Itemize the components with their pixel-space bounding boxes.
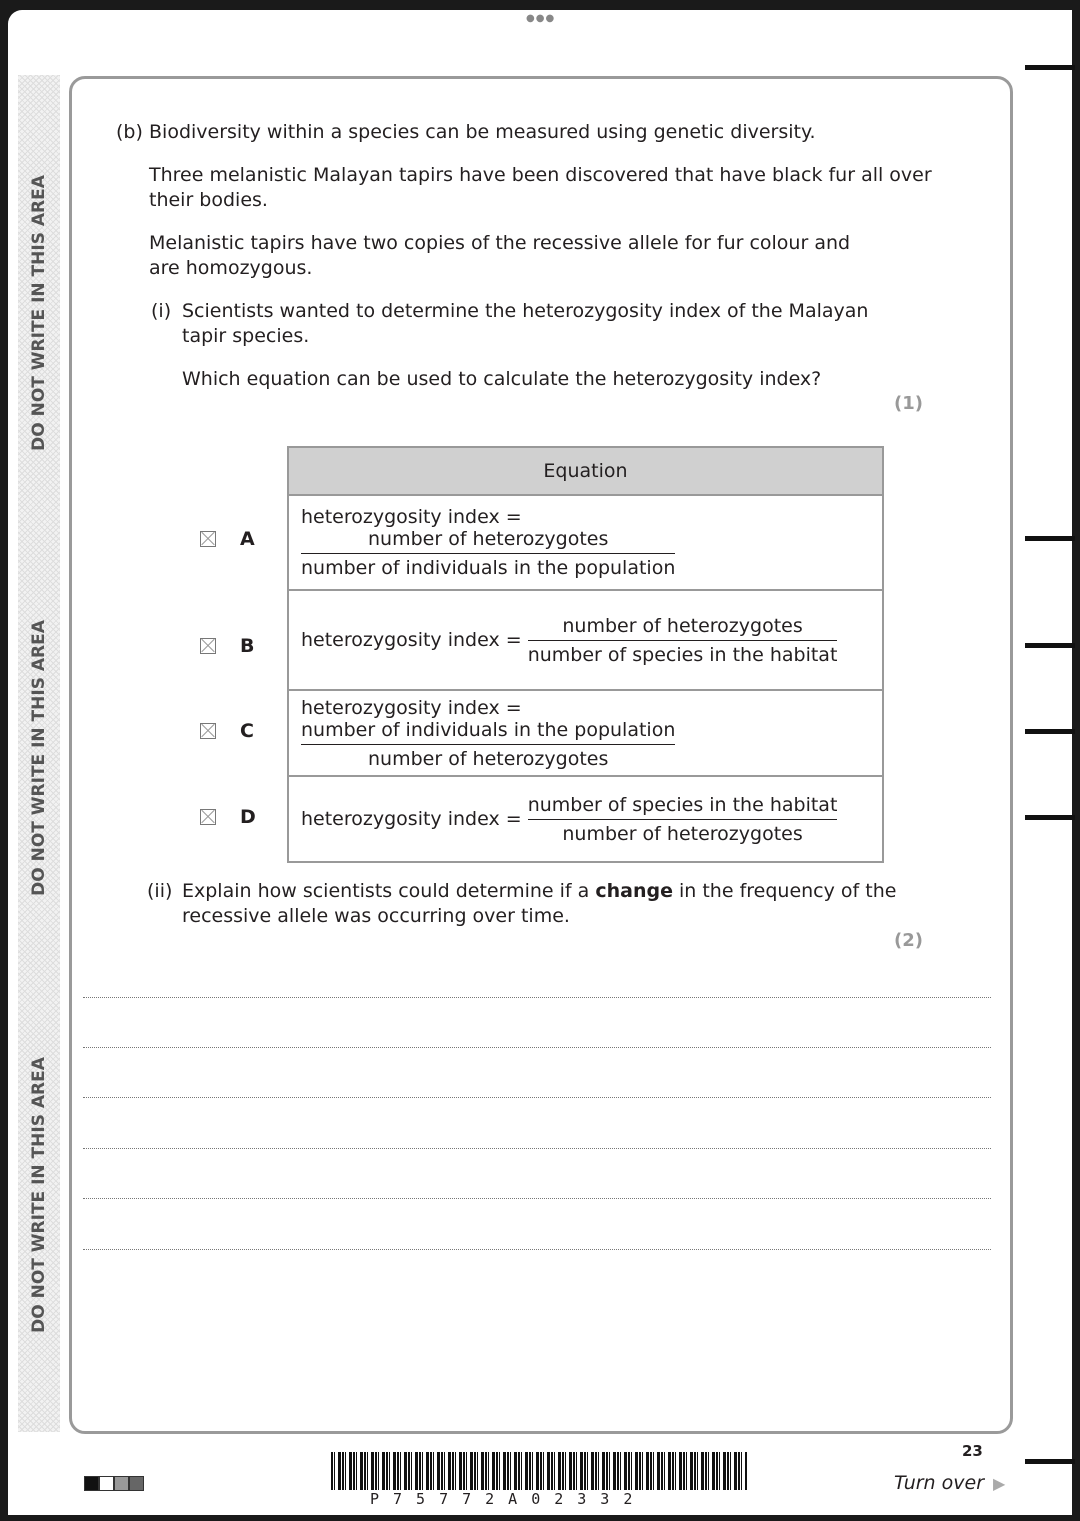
fraction — [301, 528, 675, 579]
margin-tick — [1025, 536, 1075, 541]
answer-line[interactable] — [83, 1198, 991, 1199]
q-i-text: tapir species. — [182, 325, 310, 347]
q-ii-label: (ii) — [147, 880, 173, 902]
barcode-number: P75772A02332 — [370, 1490, 647, 1508]
q-ii-text: Explain how scientists could determine if a change in the frequency of the — [182, 880, 897, 902]
equation-table — [287, 446, 884, 863]
q-i-text: Scientists wanted to determine the heterozygosity index of the Malayan — [182, 300, 869, 322]
option-d[interactable] — [200, 806, 256, 828]
barcode — [331, 1452, 747, 1490]
answer-line[interactable] — [83, 1249, 991, 1250]
margin-tick — [1025, 815, 1075, 820]
answer-line[interactable] — [83, 1148, 991, 1149]
arrow-right-icon: ▶ — [993, 1474, 1006, 1493]
part-b-intro: Biodiversity within a species can be measured using genetic diversity. — [149, 121, 816, 143]
registration-square — [129, 1476, 144, 1491]
do-not-write-label: DO NOT WRITE IN THIS AREA — [29, 175, 49, 451]
option-letter: D — [240, 806, 256, 828]
page-number: 23 — [962, 1442, 983, 1460]
denominator: number of heterozygotes — [562, 822, 803, 845]
margin-tick — [1025, 729, 1075, 734]
equation-lhs: heterozygosity index = — [301, 506, 522, 528]
paragraph: Three melanistic Malayan tapirs have been discovered that have black fur all over — [149, 164, 932, 186]
numerator: number of species in the habitat — [528, 794, 838, 820]
fraction — [301, 719, 675, 770]
option-letter: B — [240, 635, 255, 657]
answer-checkbox[interactable] — [200, 809, 216, 825]
q-i-label: (i) — [151, 300, 172, 322]
registration-square — [99, 1476, 114, 1491]
margin-tick — [1025, 1459, 1075, 1464]
q-i-question: Which equation can be used to calculate the heterozygosity index? — [182, 368, 822, 390]
table-row — [288, 495, 883, 590]
numerator: number of heterozygotes — [528, 615, 838, 641]
answer-checkbox[interactable] — [200, 638, 216, 654]
more-icon[interactable]: ●●● — [526, 13, 556, 24]
numerator: number of individuals in the population — [301, 719, 675, 745]
fraction — [528, 794, 838, 845]
do-not-write-label: DO NOT WRITE IN THIS AREA — [29, 620, 49, 896]
denominator: number of individuals in the population — [301, 557, 676, 579]
equation-lhs: heterozygosity index = — [301, 807, 522, 830]
table-row — [288, 690, 883, 776]
table-row — [288, 776, 883, 862]
answer-line[interactable] — [83, 997, 991, 998]
answer-line[interactable] — [83, 1097, 991, 1098]
option-c[interactable] — [200, 720, 254, 742]
table-row — [288, 590, 883, 690]
denominator: number of species in the habitat — [527, 643, 838, 666]
option-letter: A — [240, 528, 255, 550]
option-b[interactable] — [200, 635, 254, 657]
part-b-label: (b) — [116, 121, 143, 143]
margin-tick — [1025, 65, 1075, 70]
equation-lhs: heterozygosity index = — [301, 696, 522, 719]
do-not-write-label: DO NOT WRITE IN THIS AREA — [29, 1057, 49, 1333]
fraction — [528, 615, 838, 666]
marks-label: (1) — [894, 393, 923, 414]
answer-line[interactable] — [83, 1047, 991, 1048]
table-header: Equation — [288, 447, 883, 495]
denominator: number of heterozygotes — [368, 747, 609, 770]
q-ii-text: recessive allele was occurring over time. — [182, 905, 570, 927]
paragraph: their bodies. — [149, 189, 268, 211]
margin-tick — [1025, 643, 1075, 648]
turn-over-label: Turn over — [894, 1472, 984, 1494]
paragraph: Melanistic tapirs have two copies of the recessive allele for fur colour and — [149, 232, 851, 254]
marks-label: (2) — [894, 930, 923, 951]
numerator: number of heterozygotes — [301, 528, 675, 554]
option-letter: C — [240, 720, 254, 742]
paragraph: are homozygous. — [149, 257, 313, 279]
answer-checkbox[interactable] — [200, 723, 216, 739]
registration-square — [84, 1476, 99, 1491]
answer-checkbox[interactable] — [200, 531, 216, 547]
option-a[interactable] — [200, 528, 255, 550]
registration-square — [114, 1476, 129, 1491]
equation-lhs: heterozygosity index = — [301, 628, 522, 651]
